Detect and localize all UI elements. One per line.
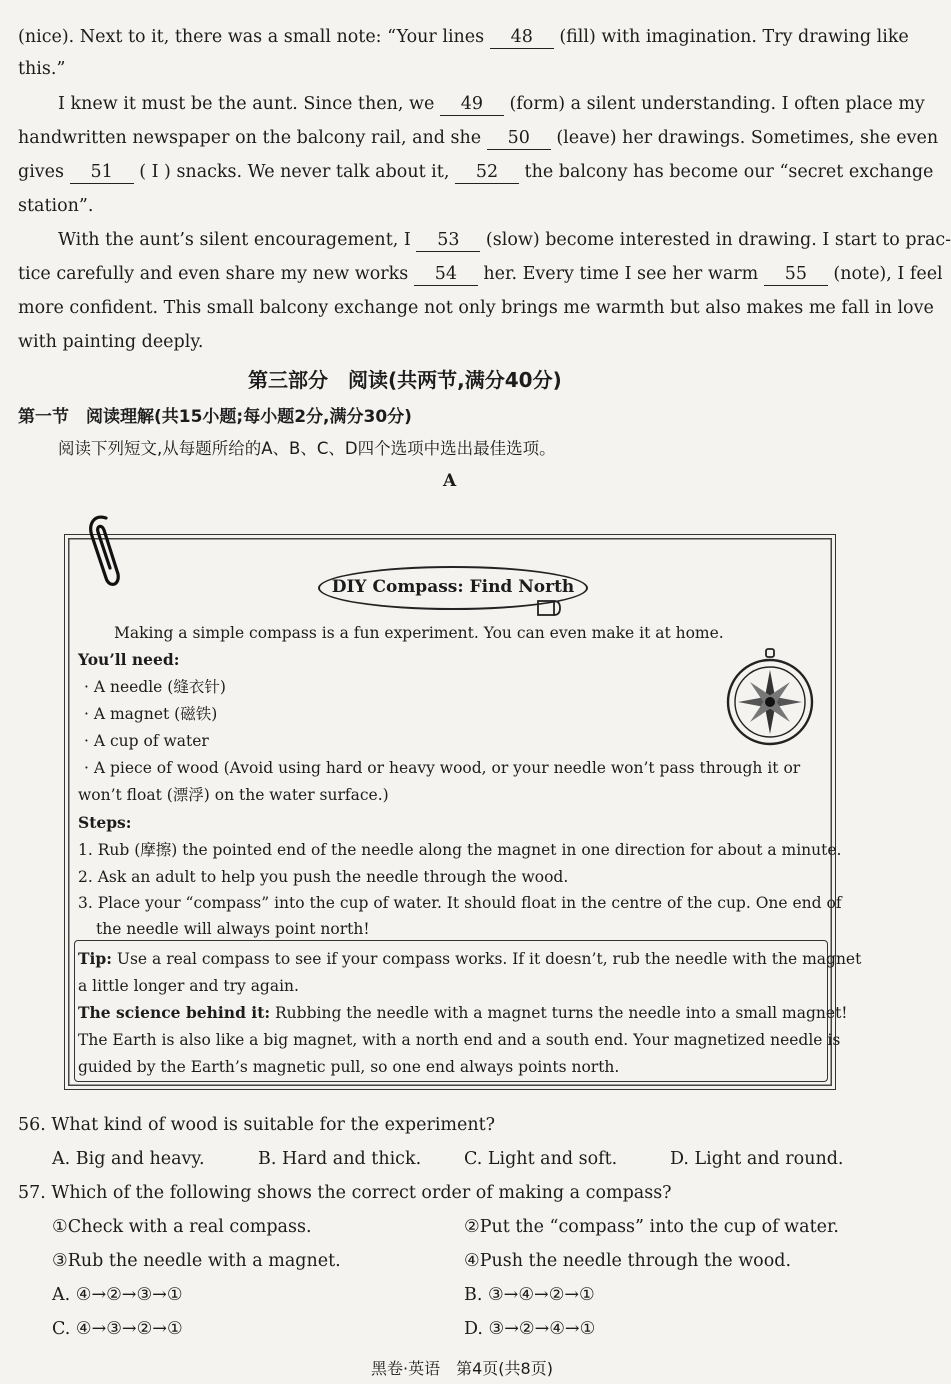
science-line: The science behind it: Rubbing the needle with a magnet turns the needle into a small magnet!	[78, 1003, 848, 1022]
need-item-3: · A cup of water	[84, 732, 209, 750]
q57-item-4: ④Push the needle through the wood.	[464, 1251, 792, 1271]
passage-line-10: with painting deeply.	[18, 332, 204, 352]
compass-icon	[724, 648, 816, 748]
blank-54: 54	[414, 263, 478, 286]
scroll-icon	[536, 598, 562, 620]
passage-line-7: With the aunt’s silent encouragement, I 53 (slow) become interested in drawing. I start to prac-	[58, 230, 951, 250]
paperclip-icon	[84, 512, 124, 592]
q57-item-2: ②Put the “compass” into the cup of water.	[464, 1217, 839, 1237]
box-intro: Making a simple compass is a fun experiment. You can even make it at home.	[114, 624, 724, 642]
passage-line-8: tice carefully and even share my new works 54 her. Every time I see her warm 55 (note), I feel	[18, 264, 943, 284]
passage-line-6: station”.	[18, 196, 94, 216]
step-1: 1. Rub (摩擦) the pointed end of the needle along the magnet in one direction for about a minute.	[78, 841, 842, 859]
blank-52: 52	[455, 161, 519, 184]
page-footer: 黑卷·英语 第4页(共8页)	[371, 1359, 553, 1378]
instruction-text: 阅读下列短文,从每题所给的A、B、C、D四个选项中选出最佳选项。	[58, 439, 556, 458]
need-item-4-cont: won’t float (漂浮) on the water surface.)	[78, 786, 389, 804]
q57-option-b[interactable]: B. ③→④→②→①	[464, 1285, 595, 1305]
passage-line-2: this.”	[18, 59, 66, 79]
blank-50: 50	[487, 127, 551, 150]
question-57: 57. Which of the following shows the correct order of making a compass?	[18, 1183, 672, 1203]
box-title: DIY Compass: Find North	[318, 566, 588, 610]
passage-line-5: gives 51 ( I ) snacks. We never talk about it, 52 the balcony has become our “secret exchange	[18, 162, 934, 182]
q56-option-a[interactable]: A. Big and heavy.	[52, 1149, 205, 1169]
science-line-3: guided by the Earth’s magnetic pull, so one end always points north.	[78, 1058, 620, 1076]
q57-option-a[interactable]: A. ④→②→③→①	[52, 1285, 183, 1305]
q57-option-d[interactable]: D. ③→②→④→①	[464, 1319, 596, 1339]
blank-51: 51	[70, 161, 134, 184]
passage-line-3: I knew it must be the aunt. Since then, we 49 (form) a silent understanding. I often place my	[58, 94, 925, 114]
steps-label: Steps:	[78, 813, 132, 832]
tip-line-cont: a little longer and try again.	[78, 977, 299, 995]
subsection-title: 第一节 阅读理解(共15小题;每小题2分,满分30分)	[18, 407, 412, 427]
need-label: You’ll need:	[78, 650, 180, 669]
q56-option-b[interactable]: B. Hard and thick.	[258, 1149, 422, 1169]
blank-49: 49	[440, 93, 504, 116]
step-3-cont: the needle will always point north!	[96, 920, 370, 938]
need-item-4: · A piece of wood (Avoid using hard or heavy wood, or your needle won’t pass through it or	[84, 759, 801, 777]
science-line-2: The Earth is also like a big magnet, with a north end and a south end. Your magnetized needle is	[78, 1031, 841, 1049]
step-3: 3. Place your “compass” into the cup of water. It should float in the centre of the cup. One end of	[78, 894, 842, 912]
passage-letter: A	[443, 471, 457, 491]
blank-53: 53	[416, 229, 480, 252]
passage-line-4: handwritten newspaper on the balcony rail, and she 50 (leave) her drawings. Sometimes, she even	[18, 128, 939, 148]
q57-item-3: ③Rub the needle with a magnet.	[52, 1251, 341, 1271]
q57-item-1: ①Check with a real compass.	[52, 1217, 312, 1237]
passage-line-1: (nice). Next to it, there was a small note: “Your lines 48 (fill) with imagination. Try drawing like	[18, 27, 909, 47]
tip-line: Tip: Use a real compass to see if your compass works. If it doesn’t, rub the needle with the magnet	[78, 949, 862, 968]
step-2: 2. Ask an adult to help you push the needle through the wood.	[78, 868, 569, 886]
part-title: 第三部分 阅读(共两节,满分40分)	[248, 368, 562, 392]
blank-55: 55	[764, 263, 828, 286]
passage-line-9: more confident. This small balcony exchange not only brings me warmth but also makes me fall in love	[18, 298, 934, 318]
question-56: 56. What kind of wood is suitable for the experiment?	[18, 1115, 496, 1135]
q56-option-d[interactable]: D. Light and round.	[670, 1149, 844, 1169]
need-item-2: · A magnet (磁铁)	[84, 705, 218, 723]
need-item-1: · A needle (缝衣针)	[84, 678, 226, 696]
q57-option-c[interactable]: C. ④→③→②→①	[52, 1319, 183, 1339]
blank-48: 48	[490, 26, 554, 49]
q56-option-c[interactable]: C. Light and soft.	[464, 1149, 618, 1169]
